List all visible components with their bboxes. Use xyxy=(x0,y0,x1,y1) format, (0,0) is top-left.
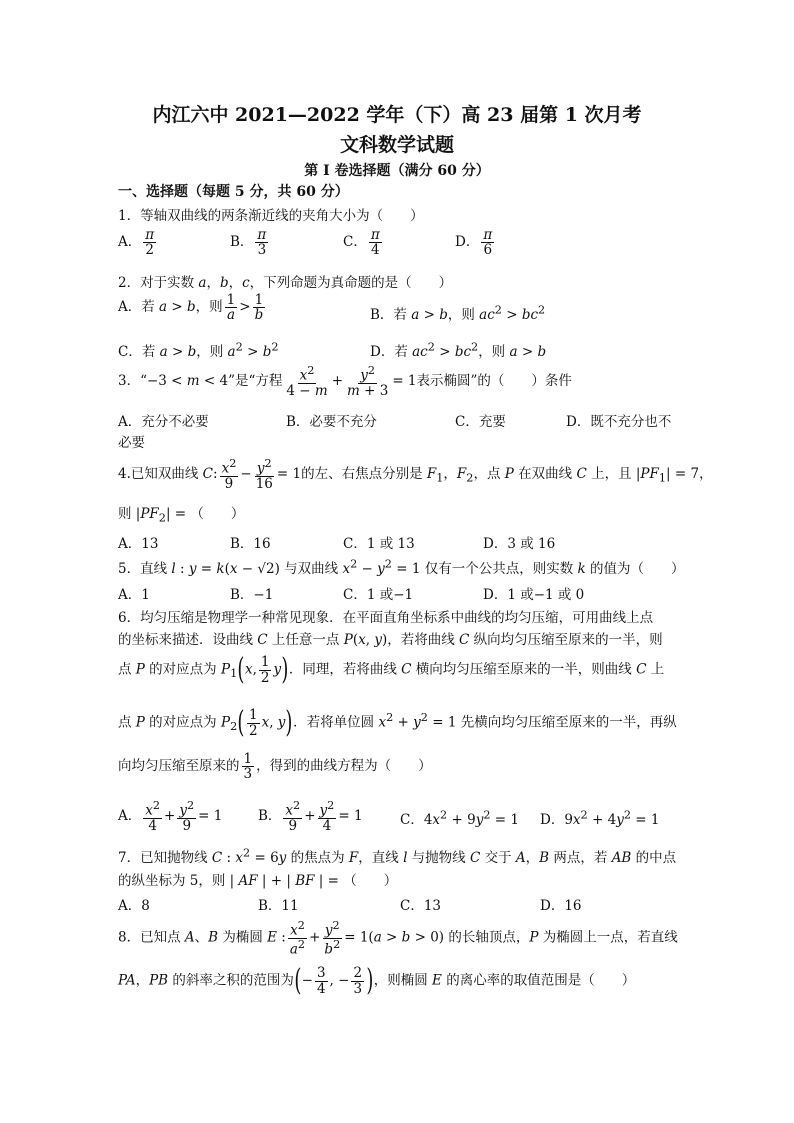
question-3-stem: 3．“−3 < m < 4”是“方程 $\frac{x^2}{4 - m}$ + $\frac{y^2}{m + 3}$ = 1表示椭圆”的（ ）条件 xyxy=(118,364,572,399)
exam-title: 内江六中 2021—2022 学年（下）高 23 届第 1 次月考 xyxy=(152,104,642,126)
question-4-option-b: B．16 xyxy=(230,536,271,552)
question-7-line-2: 的纵坐标为 5，则 | AF | + | BF | = （ ） xyxy=(118,873,398,889)
question-8-line-1: 8．已知点 A、B 为椭圆 E : $\frac{x^2}{a^2}$ + $\frac{y^2}{b^2}$ = 1(a > b > 0) 的长轴顶点，P 为椭圆上一点，若直线 xyxy=(118,919,678,958)
question-6-option-c: C．$4x^2 + 9y^2 = 1$ xyxy=(400,808,519,828)
question-6-option-b: B． $\frac{x^2}{9}$ + $\frac{y^2}{4}$ = 1 xyxy=(258,799,363,834)
question-7-option-b: B．11 xyxy=(258,898,299,914)
question-6-line-5: 向均匀压缩至原来的 $\frac{1}{3}$ ，得到的曲线方程为（ ） xyxy=(118,751,432,783)
question-6-option-a: A． $\frac{x^2}{4}$ + $\frac{y^2}{9}$ = 1 xyxy=(118,799,223,834)
question-4-stem: 4.已知双曲线 C: $\frac{x^2}{9}$ − $\frac{y^2}{16}$ = 1的左、右焦点分别是 $F_1$，$F_2$，点 P 在双曲线 C 上，且 $|PF_1| = 7$， xyxy=(118,457,713,492)
question-6-line-4: 点 P 的对应点为 $P_2$( $\frac{1}{2}$ x, y)．若将单位圆 $x^2 + y^2 = 1$ 先横向均匀压缩至原来的一半，再纵 xyxy=(118,705,677,740)
question-6-line-2: 的坐标来描述．设曲线 C 上任意一点 P(x, y)，若将曲线 C 纵向均匀压缩至原来的一半，则 xyxy=(118,632,663,648)
question-5-stem: 5．直线 l : y = k(x − √2) 与双曲线 $x^2 - y^2 = 1$ 仅有一个公共点，则实数 k 的值为（ ） xyxy=(118,557,685,577)
question-3-option-a: A．充分不必要 xyxy=(118,414,209,430)
exam-subtitle: 文科数学试题 xyxy=(339,134,454,156)
question-5-option-c: C．1 或−1 xyxy=(343,587,414,603)
question-7-option-c: C．13 xyxy=(400,898,442,914)
question-7-line-1: 7．已知抛物线 C : $x^2 = 6y$ 的焦点为 F，直线 l 与抛物线 C 交于 A，B 两点，若 AB 的中点 xyxy=(118,846,677,866)
volume-heading: 第 I 卷选择题（满分 60 分） xyxy=(304,163,490,179)
question-2-stem: 2．对于实数 a，b，c，下列命题为真命题的是（ ） xyxy=(118,275,453,291)
question-2-option-a: A．若 a > b，则 $\frac{1}{a}$ > $\frac{1}{b}$ xyxy=(118,292,264,324)
question-1-option-c: C． $\frac{\pi}{4}$ xyxy=(343,227,380,259)
section-heading: 一、选择题（每题 5 分，共 60 分） xyxy=(118,184,349,200)
question-4-option-a: A．13 xyxy=(118,536,159,552)
question-1-stem: 1．等轴双曲线的两条渐近线的夹角大小为（ ） xyxy=(118,208,424,224)
question-1-option-b: B． $\frac{\pi}{3}$ xyxy=(230,227,267,259)
question-3-option-c: C．充要 xyxy=(455,414,506,430)
question-6-line-1: 6．均匀压缩是物理学一种常见现象．在平面直角坐标系中曲线的均匀压缩，可用曲线上点 xyxy=(118,610,654,626)
question-3-option-d: D．既不充分也不 xyxy=(566,414,672,430)
question-2-option-c: C．若 a > b，则 $a^2 > b^2$ xyxy=(118,340,279,360)
question-5-option-b: B．−1 xyxy=(230,587,274,603)
question-6-line-3: 点 P 的对应点为 $P_1(x$, $\frac{1}{2}$ y)．同理，若将曲线 C 横向均匀压缩至原来的一半，则曲线 C 上 xyxy=(118,652,665,687)
question-4-option-d: D．3 或 16 xyxy=(483,536,556,552)
question-5-option-d: D．1 或−1 或 0 xyxy=(483,587,585,603)
question-6-option-d: D．$9x^2 + 4y^2 = 1$ xyxy=(540,808,660,828)
question-2-option-d: D．若 $ac^2 > bc^2$，则 a > b xyxy=(370,340,547,360)
question-7-option-a: A．8 xyxy=(118,898,150,914)
question-3-option-b: B．必要不充分 xyxy=(286,414,377,430)
question-3-option-d-cont: 必要 xyxy=(118,435,145,451)
question-4-stem-cont: 则 $|PF_2|$ = （ ） xyxy=(118,506,245,525)
question-1-option-a: A． $\frac{\pi}{2}$ xyxy=(118,227,155,259)
question-2-option-b: B．若 a > b，则 $ac^2 > bc^2$ xyxy=(370,303,546,323)
question-5-option-a: A．1 xyxy=(118,587,150,603)
question-8-line-2: PA，PB 的斜率之积的范围为(− $\frac{3}{4}$ , − $\frac{2}{3}$ )，则椭圆 E 的离心率的取值范围是（ ） xyxy=(118,963,636,998)
question-7-option-d: D．16 xyxy=(540,898,582,914)
question-4-option-c: C．1 或 13 xyxy=(343,536,415,552)
question-1-option-d: D． $\frac{\pi}{6}$ xyxy=(455,227,493,259)
